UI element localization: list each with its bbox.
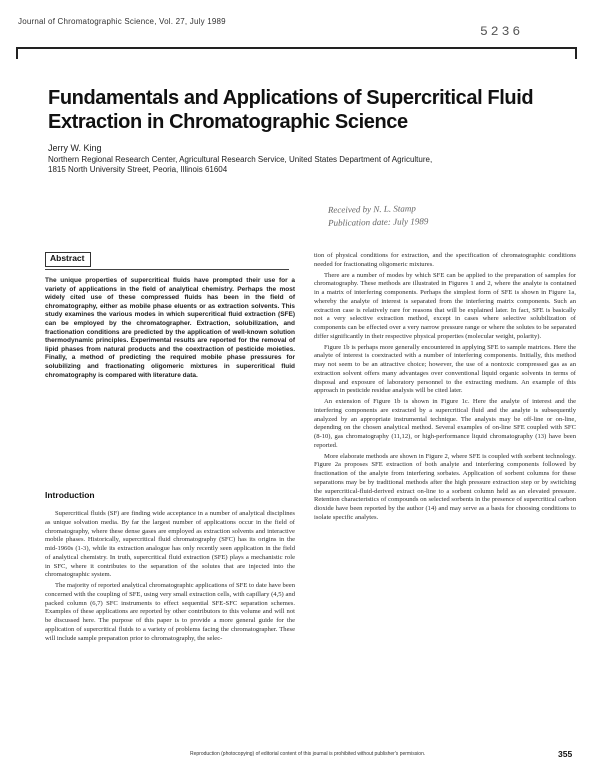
footer-copyright-note: Reproduction (photocopying) of editorial content of this journal is prohibited without publisher's permission.: [190, 751, 426, 757]
handwritten-note: [328, 202, 429, 230]
page-number: 355: [558, 749, 573, 759]
author-name: Jerry W. King: [48, 143, 102, 153]
author-affiliation: [48, 155, 578, 175]
intro-paragraph: Supercritical fluids (SF) are finding wide acceptance in a number of analytical disciplines as unique solvation media. By far the largest number of applications occur in the field of chromatography, where these dense gases are employed as extraction solvents and interactive mobile phases. Historically, supercritical fluid chromatography (SFC) has its origins in the mid-1960s (1-3), while its extraction analogue has only recently seen application in the field of analytical chemistry. In truth, supercritical fluid extraction (SFE) plays a mechanistic role in SFC, where it contributes to the separation of the solutes that are injected into the chromatographic system.: [45, 510, 295, 579]
affiliation-line-2: 1815 North University Street, Peoria, Illinois 61604: [48, 165, 228, 174]
article-title: [48, 86, 568, 134]
abstract-heading: Abstract: [50, 253, 85, 263]
right-column-body: [314, 252, 576, 525]
header-rule-tick-right: [575, 47, 577, 59]
introduction-heading: Introduction: [45, 490, 95, 500]
abstract-text: The unique properties of supercritical fluids have prompted their use for a variety of applications in the field of analytical chemistry. Perhaps the most widely cited use of these compressed fluids has been in the field of chromatography, either as mobile phase eluents or as extraction solvents. This study examines the various modes in which supercritical fluid extraction (SFE) can be employed by the chromatographer. Extraction, solubilization, and fractionation conditions are predicted by the application of well-known solution thermodynamic principles. Experimental results are reported for the removal of lipid phases from natural products and the coextraction of pesticide moieties. Finally, a method of predicting the required mobile phase pressures for solubilizing and fractionating oligomeric mixtures in supercritical fluid chromatography is compared with literature data.: [45, 277, 295, 379]
stamp-number: 5236: [480, 24, 524, 39]
journal-header: Journal of Chromatographic Science, Vol. 27, July 1989: [18, 17, 226, 26]
header-rule: [16, 47, 577, 49]
body-paragraph: An extension of Figure 1b is shown in Figure 1c. Here the analyte of interest and the interfering components are extracted by a supercritical fluid and the analyte is subsequently analyzed by an appropriate instrumental technique. The analysis may be off-line or on-line, depending on the chosen analytical method. Several examples of on-line SFE coupled with SFC (8-10), gas chromatography (11,12), or high-performance liquid chromatography (13) have been reported.: [314, 398, 576, 449]
handwritten-note-line-1: Received by N. L. Stamp: [327, 203, 416, 215]
body-paragraph: Figure 1b is perhaps more generally encountered in applying SFE to sample matrices. Here the analyte of interest is coextracted with a number of interfering components. Initially, this method may not seem to be an attractive choice; however, the use of a nontoxic compressed gas as an extraction solvent offers many advantages over conventional liquid organic solvents in terms of disposal and exposure of laboratory personnel to the extracting medium. An example of this approach in pesticide residue analysis will be cited later.: [314, 343, 576, 395]
body-paragraph: There are a number of modes by which SFE can be applied to the preparation of samples for chromatography. These methods are illustrated in Figures 1 and 2, where the analyte is contained in a matrix of interfering components. Perhaps the simplest form of SFE is shown in Figure 1a, whereby the analyte of interest is separated from the interfering matrix components. Such an extraction case is relatively rare for reasons that will be explained later. In fact, SFE is basically not a very selective extraction method, except in cases where selective solubilization of components can be effected over a very narrow pressure range or where the solutes to be separated differ significantly in their respective physical properties (molecular weight, polarity).: [314, 271, 576, 340]
handwritten-note-line-2: Publication date: July 1989: [328, 216, 429, 228]
affiliation-line-1: Northern Regional Research Center, Agricultural Research Service, United States Department of Agriculture,: [48, 155, 433, 164]
body-paragraph: tion of physical conditions for extraction, and the specification of chromatographic conditions needed for fractionating oligomeric mixtures.: [314, 252, 576, 268]
header-rule-tick-left: [16, 47, 18, 59]
introduction-body: [45, 510, 295, 645]
title-line-1: Fundamentals and Applications of Supercritical Fluid: [48, 87, 534, 109]
title-line-2: Extraction in Chromatographic Science: [48, 111, 408, 133]
body-paragraph: More elaborate methods are shown in Figure 2, where SFE is coupled with sorbent technology. Figure 2a proposes SFE extraction of both analyte and interfering components followed by fractionation of the analyte from interfering sorbates. Application of sorbent columns for these separations may be by traditional methods after the high pressure extraction step or by switching the supercritical-fluid-derived extract on-line to a sorbent column held as an elevated pressure. Retention characteristics of compounds on selected sorbents in the presence of supercritical carbon dioxide have been reported by the author (14) and may serve as a basis for choosing conditions to isolate specific analytes.: [314, 452, 576, 521]
intro-paragraph: The majority of reported analytical chromatographic applications of SFE to date have been concerned with the coupling of SFE, using very small extraction cells, with capillary (4,5) and packed column (6,7) SFC instruments to effect sequential SFE-SFC separation schemes. Examples of these applications are reported by other contributors to this volume and will not be discussed here. The purpose of this paper is to provide a more general guide for the application of supercritical fluids to a variety of problems facing the chromatographer. These will include sample preparation prior to chromatography, the selec-: [45, 582, 295, 642]
abstract-rule: [45, 269, 289, 270]
